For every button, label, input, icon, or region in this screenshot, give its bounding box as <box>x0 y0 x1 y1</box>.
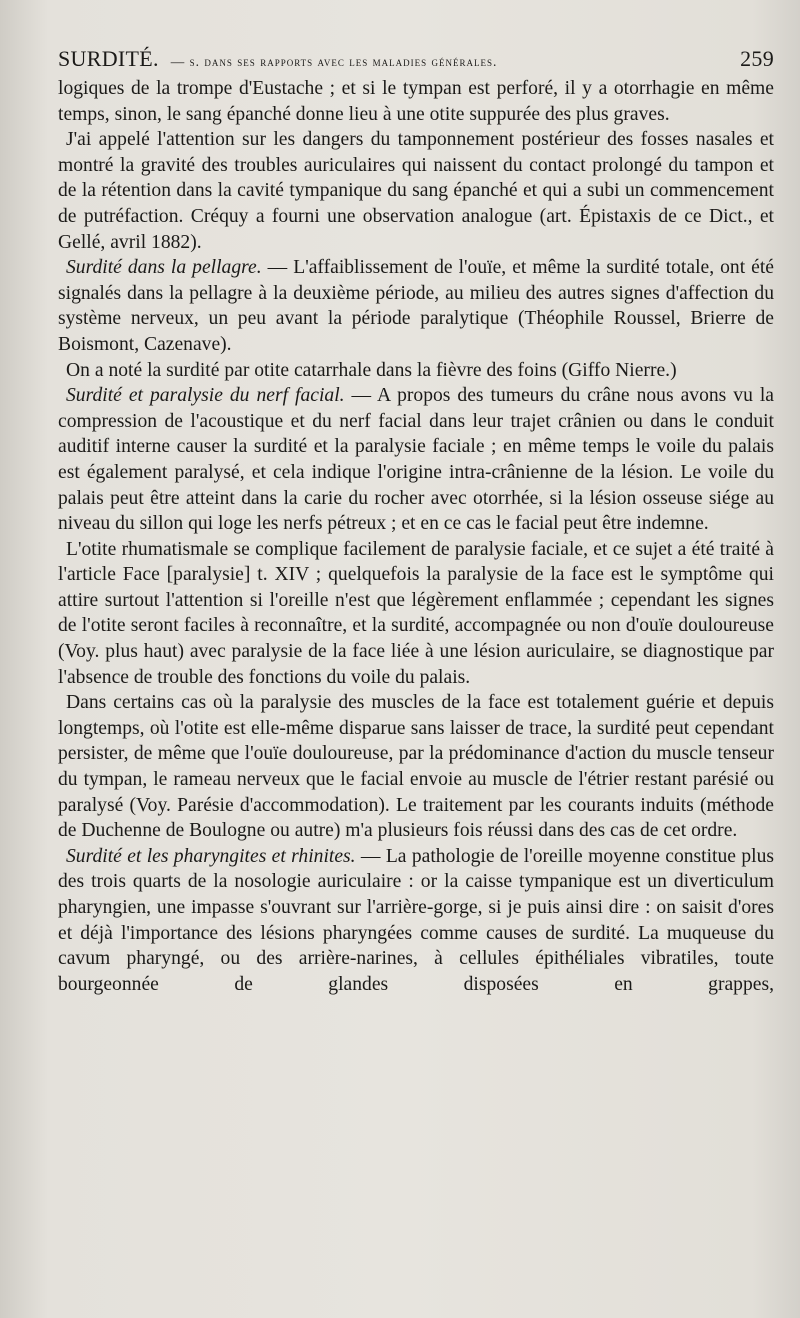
paragraph-text: — L'affaiblissement de l'ouïe, et même la surdité totale, ont été signalés dans la pellagre à la deuxième période, au milieu des autres signes d'affection du système nerveux, un peu avant la période paralytique (Théophile Roussel, Brierre de Boismont, Cazenave). <box>58 257 774 355</box>
page-number: 259 <box>740 46 774 71</box>
paragraph-8 <box>58 844 774 998</box>
paragraph-text: — A propos des tumeurs du crâne nous avons vu la compression de l'acoustique et du nerf facial dans leur trajet crânien ou dans le conduit auditif interne causer la surdité et la paralysie faciale ; en même temps le voile du palais est également paralysé, et cela indique l'origine intra-crânienne de la lésion. Le voile du palais peut être atteint dans la carie du rocher avec otorrhée, si la lésion osseuse siége au niveau du sillon qui loge les nerfs pétreux ; et en ce cas le facial peut être indemne. <box>58 385 775 535</box>
paragraph-text: logiques de la trompe d'Eustache ; et si le tympan est perforé, il y a otorrhagie en même temps, sinon, le sang épanché donne lieu à une otite suppurée des plus graves. <box>58 78 774 125</box>
paragraph-text: Dans certains cas où la paralysie des muscles de la face est totalement guérie et depuis longtemps, où l'otite est elle-même disparue sans laisser de trace, la surdité peut cependant persister, de même que l'ouïe douloureuse, par la prédominance d'action du muscle tenseur du tympan, le rameau nerveux que le facial envoie au muscle de l'étrier restant parésié ou paralysé (Voy. Parésie d'accommodation). Le traitement par les courants induits (méthode de Duchenne de Boulogne ou autre) m'a plusieurs fois réussi dans des cas de cet ordre. <box>58 692 774 842</box>
paragraph-4 <box>58 358 774 384</box>
paragraph-text: On a noté la surdité par otite catarrhale dans la fièvre des foins (Giffo Nierre.) <box>66 359 677 381</box>
paragraph-text: L'otite rhumatismale se complique facilement de paralysie faciale, et ce sujet a été traité à l'article Face [paralysie] t. XIV ; quelquefois la paralysie de la face est le symptôme qui attire surtout l'attention si l'oreille n'est que légèrement enflammée ; cependant les signes de l'otite seront faciles à reconnaître, et la surdité, accompagnée ou non d'ouïe douloureuse (Voy. plus haut) avec paralysie de la face liée à une lésion auriculaire, se diagnostique par l'absence de trouble des fonctions du voile du palais. <box>58 538 774 688</box>
paragraph-3 <box>58 255 774 357</box>
paragraph-2 <box>58 127 774 255</box>
paragraph-text: J'ai appelé l'attention sur les dangers du tamponnement postérieur des fosses nasales et montré la gravité des troubles auriculaires qui naissent du contact prolongé du tampon et de la rétention dans la cavité tympanique du sang épanché et qui a subi un commencement de putréfaction. Créquy a fourni une observation analogue (art. Épistaxis de ce Dict., et Gellé, avril 1882). <box>58 129 774 253</box>
paragraph-6 <box>58 537 774 691</box>
section-heading: Surdité et les pharyngites et rhinites. <box>66 845 356 867</box>
running-head-title: SURDITÉ. <box>58 46 159 71</box>
body-text <box>58 76 774 997</box>
running-head-subtitle: — s. dans ses rapports avec les maladies générales. <box>170 54 498 69</box>
paragraph-text: — La pathologie de l'oreille moyenne constitue plus des trois quarts de la nosologie auriculaire : or la caisse tympanique est un diverticulum pharyngien, une impasse s'ouvrant sur l'arrière-gorge, si je puis ainsi dire : on saisit d'ores et déjà l'importance des lésions pharyngées comme causes de surdité. La muqueuse du cavum pharyngé, ou des arrière-narines, à cellules épithéliales vibratiles, toute bourgeonnée de glandes disposées en grappes, <box>58 845 774 995</box>
running-head <box>58 46 774 72</box>
section-heading: Surdité et paralysie du nerf facial. <box>66 385 345 407</box>
paragraph-7 <box>58 690 774 844</box>
paragraph-5 <box>58 383 774 537</box>
paragraph-1 <box>58 76 774 127</box>
section-heading: Surdité dans la pellagre. <box>66 257 262 279</box>
